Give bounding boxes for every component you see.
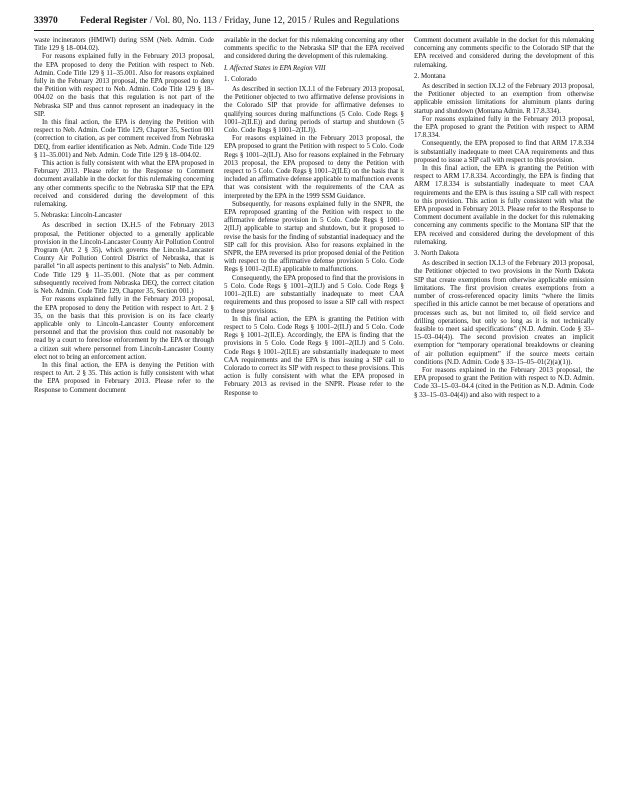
- paragraph: As described in section IX.I.3 of the February 2013 proposal, the Petitioner objected to two provisions in the North Dakota SIP that create exemptions from otherwise applicable emission limitations. The first provision creates exemptions from a number of cross-referenced opacity limits “where the limits specified in this article cannot be met because of operations and processes such as, but not limited to, oil field service and drilling operations, but only so long as it is not technically feasible to meet said specifications” (N.D. Admin. Code § 33–15–03–04(4)). The second provision creates an implicit exemption for “temporary operational breakdowns or cleaning of air pollution equipment” if the source meets certain conditions (N.D. Admin. Code § 33–15–05–01(2)(a)(1)).: [414, 259, 594, 366]
- section-heading: 3. North Dakota: [414, 249, 459, 258]
- page-number: 33970: [34, 16, 58, 26]
- paragraph: Subsequently, for reasons explained fully in the SNPR, the EPA reproposed granting of the Petition with respect to the affirmative defense provision in 5 Colo. Code Regs § 1001–2(II.J) applicable to startup and shutdown, but it proposed to revise the basis for the finding of substantial inadequacy and the SIP call for this provision. Also for reasons explained in the SNPR, the EPA reversed its prior proposed denial of the Petition with respect to the affirmative defense provision 5 Colo. Code Regs § 1001–2(II.E) applicable to malfunctions.: [224, 199, 404, 274]
- paragraph: Consequently, the EPA proposed to find that the provisions in 5 Colo. Code Regs § 1001–2(II.J) and 5 Colo. Code Regs § 1001–2(II.E) are substantially inadequate to meet CAA requirements and thus proposed to issue a SIP call with respect to these provisions.: [224, 273, 404, 315]
- paragraph: Consequently, the EPA proposed to find that ARM 17.8.334 is substantially inadequate to meet CAA requirements and thus proposed to issue a SIP call with respect to this provision.: [414, 139, 594, 164]
- paragraph: available in the docket for this rulemaking concerning any other comments specific to the Nebraska SIP that the EPA received and considered during the development of this rulemaking.: [224, 36, 404, 61]
- paragraph: Comment document available in the docket for this rulemaking concerning any comments specific to the Colorado SIP that the EPA received and considered during the development of this rulemaking.: [414, 36, 594, 69]
- section-heading: 5. Nebraska: Lincoln-Lancaster: [34, 211, 122, 220]
- paragraph: As described in section IX.H.5 of the February 2013 proposal, the Petitioner objected to a generally applicable provision in the Lincoln-Lancaster County Air Pollution Control Program (Art. 2 § 35), which governs the Lincoln-Lancaster County Air Pollution Control District of Nebraska, that is parallel “in all aspects pertinent to this analysis” to Neb. Admin. Code Title 129 § 11–35.001. (Note that as per comment subsequently received from Nebraska DEQ, the correct citation is Neb. Admin. Code Title 129, Chapter 35, Section 001.): [34, 221, 214, 296]
- text-column-1: [34, 36, 214, 786]
- paragraph: As described in section IX.I.2 of the February 2013 proposal, the Petitioner objected to an exemption from otherwise applicable emission limitations for aluminum plants during startup and shutdown (Montana Admin. R 17.8.334).: [414, 82, 594, 115]
- paragraph: In this final action, the EPA is granting the Petition with respect to ARM 17.8.334. Accordingly, the EPA is finding that ARM 17.8.334 is substantially inadequate to meet CAA requirements and the EPA is thus issuing a SIP call with respect to this provision. This action is fully consistent with what the EPA proposed in February 2013. Please refer to the Response to Comment document available in the docket for this rulemaking concerning any comments specific to the Montana SIP that the EPA received and considered during the development of this rulemaking.: [414, 164, 594, 246]
- section-heading: 2. Montana: [414, 71, 446, 80]
- publication-title: Federal Register: [80, 16, 148, 26]
- paragraph: As described in section IX.I.1 of the February 2013 proposal, the Petitioner objected to two affirmative defense provisions in the Colorado SIP that provide for affirmative defenses to qualifying sources during malfunctions (5 Colo. Code Regs § 1001–2(II.E)) and during periods of startup and shutdown (5 Colo. Code Regs § 1001–2(II.J)).: [224, 85, 404, 135]
- paragraph: In this final action, the EPA is denying the Petition with respect to Neb. Admin. Code Title 129, Chapter 35, Section 001 (correction to citation, as per comment received from Nebraska DEQ, from earlier identification as Neb. Admin. Code Title 129 § 11–35.001) and Neb. Admin. Code Title 129 § 18–004.02.: [34, 118, 214, 159]
- page-header: [34, 14, 594, 30]
- text-column-3: [414, 36, 594, 786]
- paragraph: For reasons explained in the February 2013 proposal, the EPA proposed to grant the Petition with respect to 5 Colo. Code Regs § 1001–2(II.J). Also for reasons explained in the February 2013 proposal, the EPA proposed to deny the Petition with respect to 5 Colo. Code Regs § 1001–2(II.E) on the basis that it included an affirmative defense applicable to malfunction events that was consistent with the requirements of the CAA as interpreted by the EPA in the 1999 SSM Guidance.: [224, 134, 404, 200]
- paragraph: This action is fully consistent with what the EPA proposed in February 2013. Please refer to the Response to Comment document available in the docket for this rulemaking concerning any other comments specific to the Nebraska SIP that the EPA received and considered during the development of this rulemaking.: [34, 159, 214, 209]
- section-heading: I. Affected States in EPA Region VIII: [224, 63, 326, 72]
- paragraph: waste incinerators (HMIWI) during SSM (Neb. Admin. Code Title 129 § 18–004.02).: [34, 36, 214, 53]
- section-heading: 1. Colorado: [224, 74, 257, 83]
- header-issue-info: / Vol. 80, No. 113 / Friday, June 12, 2015 / Rules and Regulations: [149, 16, 400, 26]
- paragraph: In this final action, the EPA is granting the Petition with respect to 5 Colo. Code Regs § 1001–2(II.J) and 5 Colo. Code Regs § 1001–2(II.E). Accordingly, the EPA is finding that the provisions in 5 Colo. Code Regs § 1001–2(II.J) and 5 Colo. Code Regs § 1001–2(II.E) are substantially inadequate to meet CAA requirements and the EPA is thus issuing a SIP call to Colorado to correct its SIP with respect to these provisions. This action is fully consistent with what the EPA proposed in February 2013 as revised in the SNPR. Please refer to the Response to: [224, 314, 404, 397]
- paragraph: For reasons explained fully in the February 2013 proposal, the EPA proposed to deny the Petition with respect to Neb. Admin. Code Title 129 § 11–35.001. Also for reasons explained fully in the February 2013 proposal, the EPA proposed to deny the Petition with respect to Neb. Admin. Code Title 129 § 18–004.02 on the basis that this regulation is not part of the Nebraska SIP and thus cannot represent an inadequacy in the SIP.: [34, 52, 214, 118]
- paragraph: In this final action, the EPA is denying the Petition with respect to Art. 2 § 35. This action is fully consistent with what the EPA proposed in February 2013. Please refer to the Response to Comment document: [34, 360, 214, 394]
- paragraph: For reasons explained fully in the February 2013 proposal, the EPA proposed to grant the Petition with respect to ARM 17.8.334.: [414, 114, 594, 140]
- text-column-2: [224, 36, 404, 786]
- paragraph: For reasons explained in the February 2013 proposal, the EPA proposed to grant the Petition with respect to N.D. Admin. Code 33–15–03–04.4 (cited in the Petition as N.D. Admin. Code § 33–15–03–04(4)) and also with respect to a: [414, 365, 594, 399]
- header-rule: [34, 30, 594, 31]
- paragraph: For reasons explained fully in the February 2013 proposal, the EPA proposed to deny the Petition with respect to Art. 2 § 35, on the basis that this provision is on its face clearly applicable only to Lincoln-Lancaster County enforcement personnel and that the provision thus could not reasonably be read by a court to foreclose enforcement by the EPA or through a citizen suit where personnel from Lincoln-Lancaster County elect not to bring an enforcement action.: [34, 295, 214, 361]
